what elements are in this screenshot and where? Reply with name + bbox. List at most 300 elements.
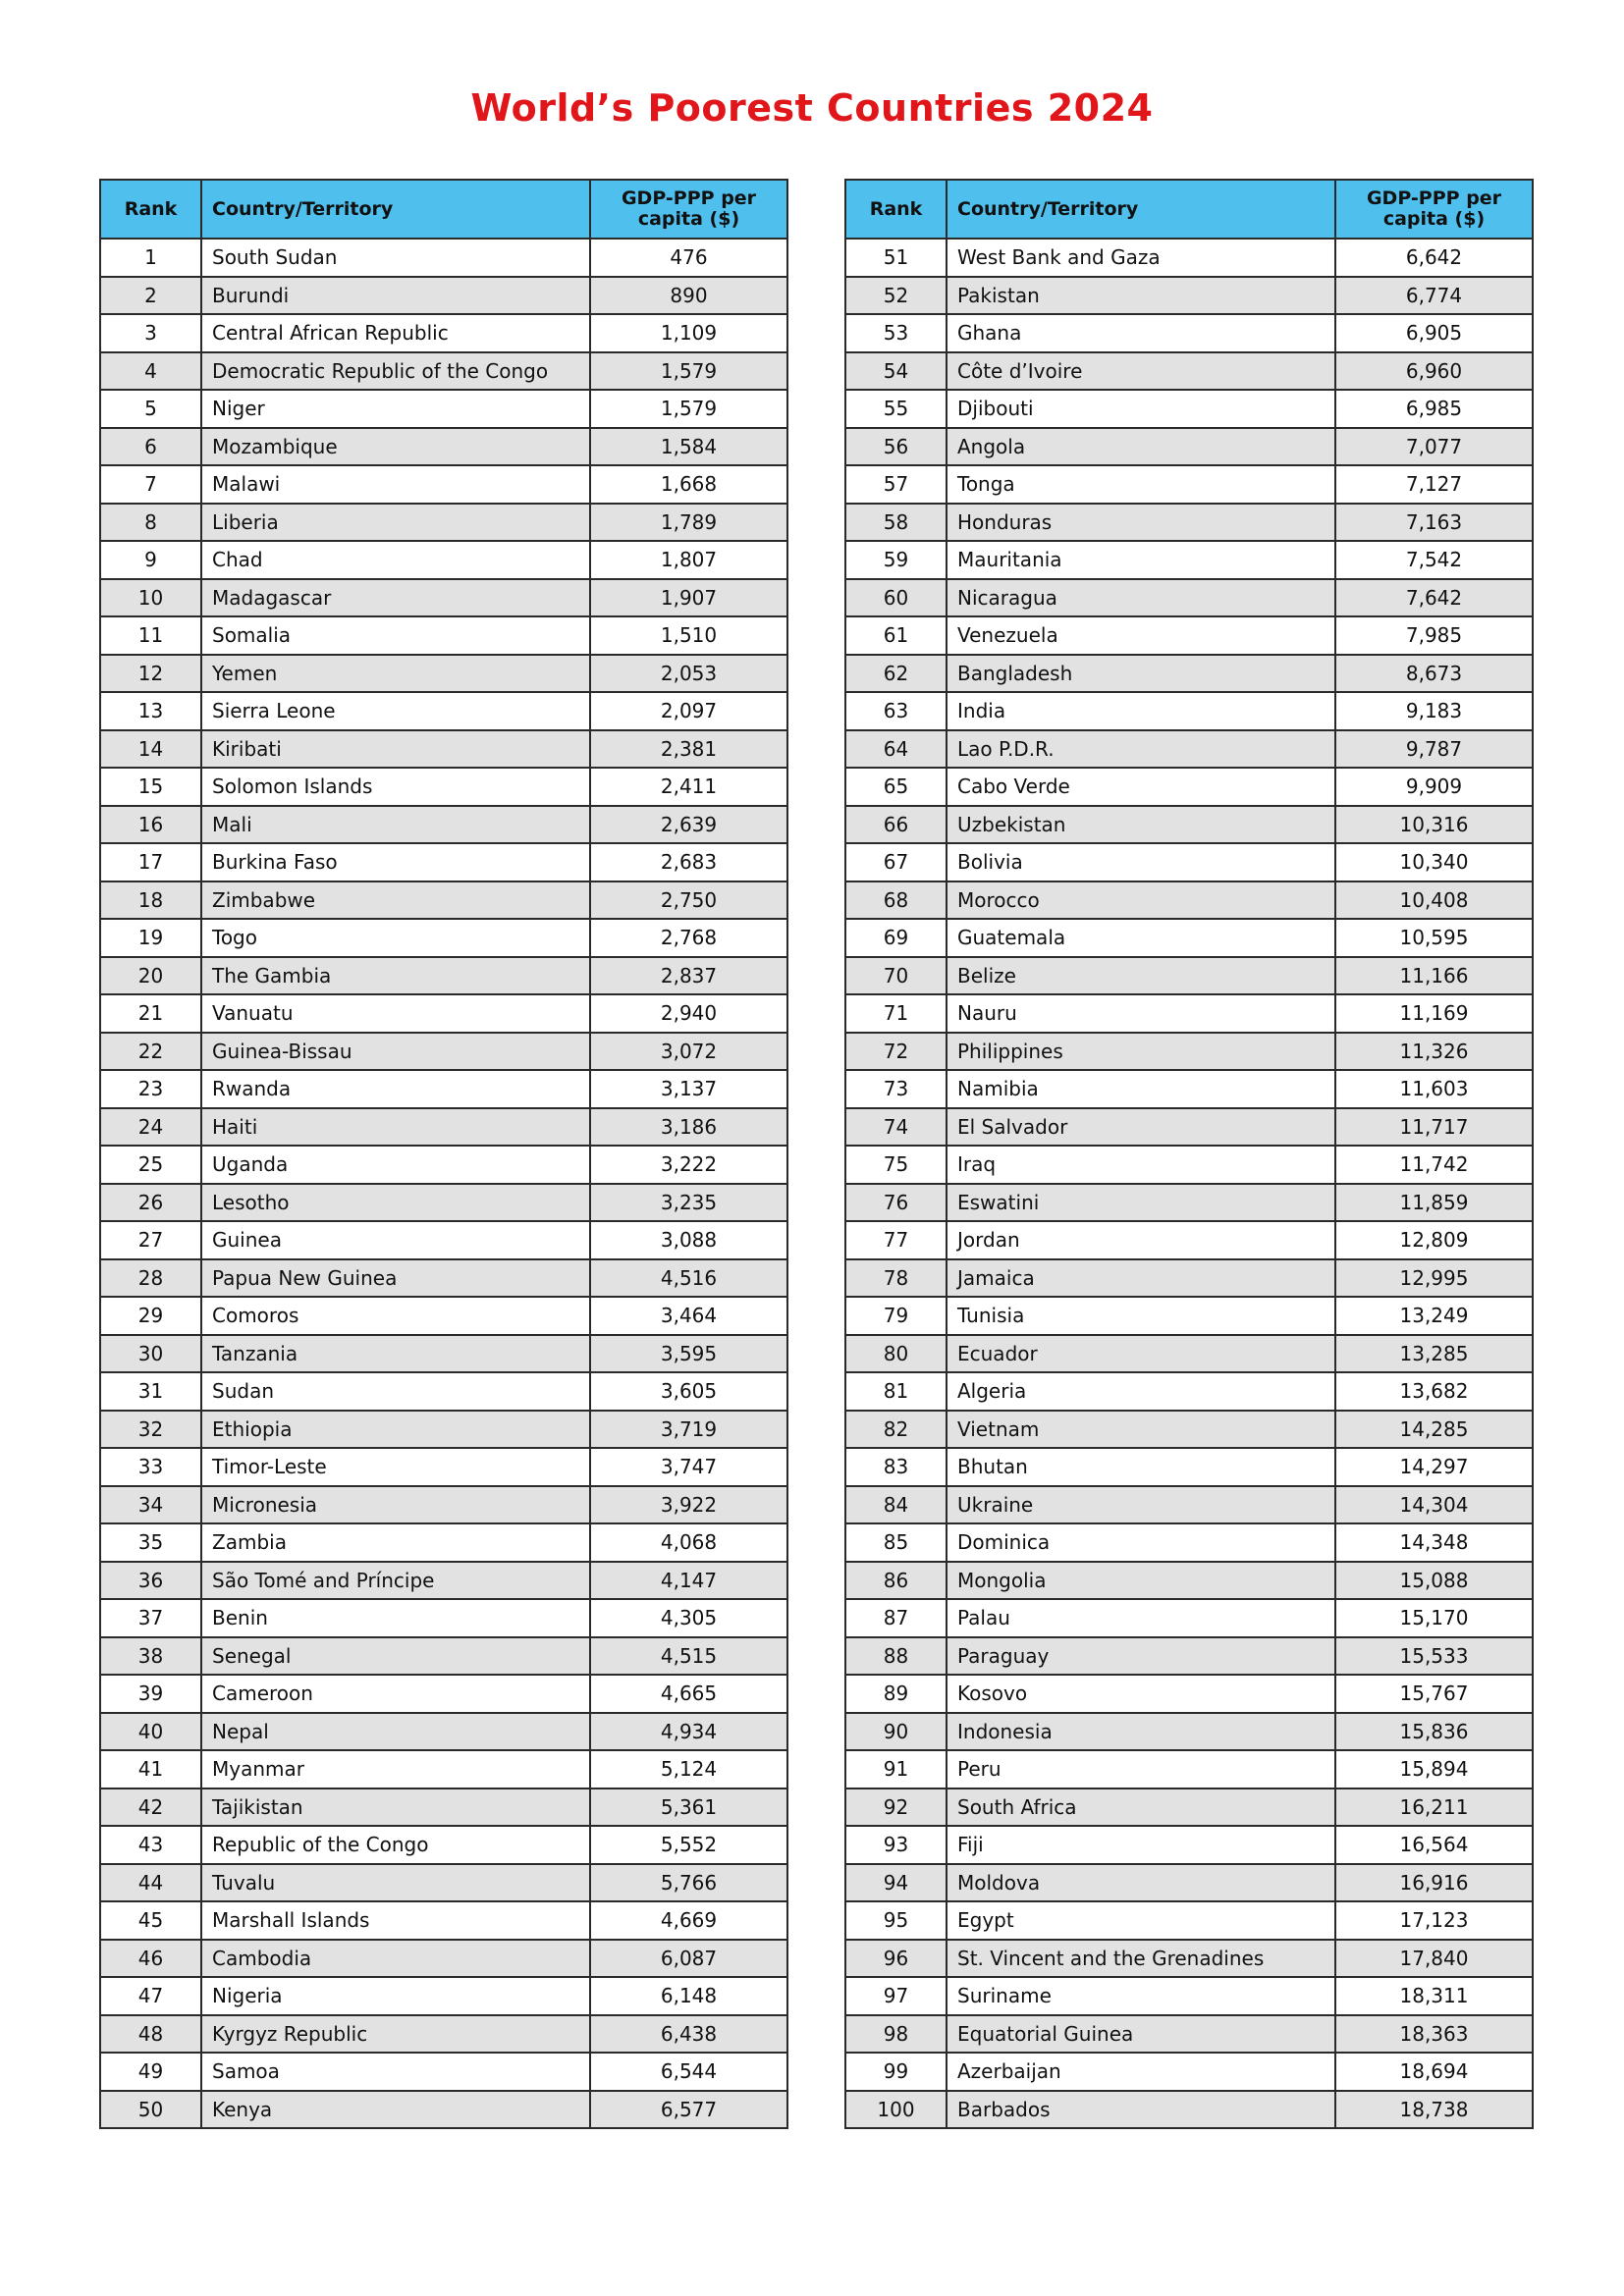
rank-cell: 52: [845, 277, 947, 315]
table-row: [100, 1108, 787, 1147]
table-row: [100, 428, 787, 466]
rank-cell: 73: [845, 1070, 947, 1108]
rank-cell: 94: [845, 1864, 947, 1902]
table-row: [100, 919, 787, 957]
rank-cell: 24: [100, 1108, 201, 1147]
rank-cell: 53: [845, 314, 947, 352]
gdp-cell: 5,766: [590, 1864, 787, 1902]
rank-cell: 2: [100, 277, 201, 315]
country-cell: Timor-Leste: [201, 1448, 590, 1486]
table-row: [100, 504, 787, 542]
country-cell: Kosovo: [947, 1675, 1335, 1713]
table-row: [100, 1523, 787, 1562]
table-row: [100, 579, 787, 617]
rank-cell: 42: [100, 1789, 201, 1827]
table-row: [100, 1184, 787, 1222]
ranking-table-right: [844, 179, 1534, 2129]
gdp-cell: 1,510: [590, 616, 787, 655]
table-row: [845, 2091, 1533, 2129]
rank-cell: 14: [100, 730, 201, 769]
country-cell: Haiti: [201, 1108, 590, 1147]
rank-cell: 63: [845, 692, 947, 730]
gdp-cell: 2,750: [590, 881, 787, 920]
table-row: [100, 1637, 787, 1676]
table-row: [845, 1146, 1533, 1184]
gdp-cell: 7,163: [1335, 504, 1533, 542]
gdp-cell: 1,807: [590, 541, 787, 579]
country-cell: Sierra Leone: [201, 692, 590, 730]
country-cell: Burundi: [201, 277, 590, 315]
rank-cell: 72: [845, 1033, 947, 1071]
header-gdp: GDP-PPP per capita ($): [1335, 180, 1533, 239]
table-row: [100, 1221, 787, 1259]
table-row: [100, 2015, 787, 2054]
gdp-cell: 4,515: [590, 1637, 787, 1676]
country-cell: Guatemala: [947, 919, 1335, 957]
gdp-cell: 6,544: [590, 2053, 787, 2091]
table-row: [845, 465, 1533, 504]
country-cell: Namibia: [947, 1070, 1335, 1108]
country-cell: Solomon Islands: [201, 768, 590, 806]
country-cell: Algeria: [947, 1372, 1335, 1411]
rank-cell: 65: [845, 768, 947, 806]
country-cell: Democratic Republic of the Congo: [201, 352, 590, 391]
gdp-cell: 4,665: [590, 1675, 787, 1713]
country-cell: Micronesia: [201, 1486, 590, 1524]
country-cell: Mongolia: [947, 1562, 1335, 1600]
rank-cell: 66: [845, 806, 947, 844]
table-row: [845, 616, 1533, 655]
rank-cell: 36: [100, 1562, 201, 1600]
rank-cell: 1: [100, 239, 201, 277]
gdp-cell: 3,222: [590, 1146, 787, 1184]
gdp-cell: 11,717: [1335, 1108, 1533, 1147]
table-header-row: [100, 180, 787, 239]
table-row: [100, 994, 787, 1033]
country-cell: Peru: [947, 1750, 1335, 1789]
rank-cell: 71: [845, 994, 947, 1033]
country-cell: Zimbabwe: [201, 881, 590, 920]
table-row: [845, 1184, 1533, 1222]
table-row: [845, 390, 1533, 428]
country-cell: Paraguay: [947, 1637, 1335, 1676]
gdp-cell: 1,579: [590, 390, 787, 428]
rank-cell: 98: [845, 2015, 947, 2054]
country-cell: Cambodia: [201, 1940, 590, 1978]
header-country: Country/Territory: [201, 180, 590, 239]
country-cell: Tunisia: [947, 1297, 1335, 1335]
gdp-cell: 16,916: [1335, 1864, 1533, 1902]
rank-cell: 80: [845, 1335, 947, 1373]
table-row: [845, 1033, 1533, 1071]
gdp-cell: 6,087: [590, 1940, 787, 1978]
gdp-cell: 18,363: [1335, 2015, 1533, 2054]
gdp-cell: 5,361: [590, 1789, 787, 1827]
gdp-cell: 1,789: [590, 504, 787, 542]
country-cell: Honduras: [947, 504, 1335, 542]
gdp-cell: 7,642: [1335, 579, 1533, 617]
table-row: [100, 1675, 787, 1713]
table-row: [100, 1070, 787, 1108]
rank-cell: 54: [845, 352, 947, 391]
table-row: [845, 504, 1533, 542]
country-cell: Jamaica: [947, 1259, 1335, 1298]
gdp-cell: 13,285: [1335, 1335, 1533, 1373]
rank-cell: 34: [100, 1486, 201, 1524]
table-row: [100, 390, 787, 428]
country-cell: Eswatini: [947, 1184, 1335, 1222]
rank-cell: 32: [100, 1411, 201, 1449]
rank-cell: 12: [100, 655, 201, 693]
rank-cell: 7: [100, 465, 201, 504]
table-row: [845, 1864, 1533, 1902]
gdp-cell: 4,305: [590, 1599, 787, 1637]
country-cell: Nigeria: [201, 1977, 590, 2015]
country-cell: Nicaragua: [947, 579, 1335, 617]
rank-cell: 4: [100, 352, 201, 391]
country-cell: Djibouti: [947, 390, 1335, 428]
rank-cell: 47: [100, 1977, 201, 2015]
table-row: [100, 1297, 787, 1335]
gdp-cell: 6,774: [1335, 277, 1533, 315]
rank-cell: 60: [845, 579, 947, 617]
country-cell: Bhutan: [947, 1448, 1335, 1486]
table-row: [845, 1562, 1533, 1600]
country-cell: Barbados: [947, 2091, 1335, 2129]
country-cell: Venezuela: [947, 616, 1335, 655]
table-row: [100, 1448, 787, 1486]
table-row: [845, 1372, 1533, 1411]
table-row: [845, 1826, 1533, 1864]
header-gdp: GDP-PPP per capita ($): [590, 180, 787, 239]
rank-cell: 22: [100, 1033, 201, 1071]
rank-cell: 48: [100, 2015, 201, 2054]
gdp-cell: 2,837: [590, 957, 787, 995]
gdp-cell: 2,768: [590, 919, 787, 957]
country-cell: Indonesia: [947, 1713, 1335, 1751]
country-cell: Philippines: [947, 1033, 1335, 1071]
rank-cell: 97: [845, 1977, 947, 2015]
rank-cell: 84: [845, 1486, 947, 1524]
table-row: [845, 692, 1533, 730]
gdp-cell: 2,639: [590, 806, 787, 844]
gdp-cell: 6,438: [590, 2015, 787, 2054]
gdp-cell: 10,316: [1335, 806, 1533, 844]
rank-cell: 21: [100, 994, 201, 1033]
table-row: [845, 1070, 1533, 1108]
gdp-cell: 15,836: [1335, 1713, 1533, 1751]
rank-cell: 49: [100, 2053, 201, 2091]
gdp-cell: 18,311: [1335, 1977, 1533, 2015]
rank-cell: 61: [845, 616, 947, 655]
country-cell: Burkina Faso: [201, 843, 590, 881]
country-cell: St. Vincent and the Grenadines: [947, 1940, 1335, 1978]
gdp-cell: 5,124: [590, 1750, 787, 1789]
rank-cell: 85: [845, 1523, 947, 1562]
rank-cell: 92: [845, 1789, 947, 1827]
gdp-cell: 3,137: [590, 1070, 787, 1108]
table-row: [845, 1675, 1533, 1713]
country-cell: Lao P.D.R.: [947, 730, 1335, 769]
table-row: [845, 1259, 1533, 1298]
rank-cell: 59: [845, 541, 947, 579]
rank-cell: 50: [100, 2091, 201, 2129]
country-cell: Guinea-Bissau: [201, 1033, 590, 1071]
gdp-cell: 2,411: [590, 768, 787, 806]
rank-cell: 55: [845, 390, 947, 428]
gdp-cell: 12,995: [1335, 1259, 1533, 1298]
country-cell: Moldova: [947, 1864, 1335, 1902]
gdp-cell: 10,340: [1335, 843, 1533, 881]
country-cell: Jordan: [947, 1221, 1335, 1259]
country-cell: Ethiopia: [201, 1411, 590, 1449]
rank-cell: 25: [100, 1146, 201, 1184]
table-row: [100, 1411, 787, 1449]
table-row: [845, 806, 1533, 844]
table-row: [845, 1637, 1533, 1676]
table-header-row: [845, 180, 1533, 239]
table-row: [100, 1713, 787, 1751]
table-row: [100, 1335, 787, 1373]
country-cell: Sudan: [201, 1372, 590, 1411]
table-row: [845, 2053, 1533, 2091]
table-row: [845, 1977, 1533, 2015]
gdp-cell: 4,934: [590, 1713, 787, 1751]
gdp-cell: 7,077: [1335, 428, 1533, 466]
gdp-cell: 10,595: [1335, 919, 1533, 957]
country-cell: Lesotho: [201, 1184, 590, 1222]
table-row: [100, 1826, 787, 1864]
country-cell: Ecuador: [947, 1335, 1335, 1373]
table-row: [845, 768, 1533, 806]
table-row: [845, 1108, 1533, 1147]
table-row: [100, 1789, 787, 1827]
gdp-cell: 2,097: [590, 692, 787, 730]
rank-cell: 29: [100, 1297, 201, 1335]
rank-cell: 33: [100, 1448, 201, 1486]
country-cell: Samoa: [201, 2053, 590, 2091]
country-cell: Ukraine: [947, 1486, 1335, 1524]
country-cell: Zambia: [201, 1523, 590, 1562]
rank-cell: 37: [100, 1599, 201, 1637]
rank-cell: 91: [845, 1750, 947, 1789]
gdp-cell: 17,123: [1335, 1901, 1533, 1940]
gdp-cell: 14,297: [1335, 1448, 1533, 1486]
rank-cell: 74: [845, 1108, 947, 1147]
gdp-cell: 9,183: [1335, 692, 1533, 730]
table-row: [100, 843, 787, 881]
gdp-cell: 6,577: [590, 2091, 787, 2129]
gdp-cell: 18,738: [1335, 2091, 1533, 2129]
gdp-cell: 16,564: [1335, 1826, 1533, 1864]
gdp-cell: 4,147: [590, 1562, 787, 1600]
gdp-cell: 13,249: [1335, 1297, 1533, 1335]
gdp-cell: 476: [590, 239, 787, 277]
table-row: [845, 843, 1533, 881]
table-row: [100, 314, 787, 352]
country-cell: Chad: [201, 541, 590, 579]
table-row: [845, 1789, 1533, 1827]
gdp-cell: 1,584: [590, 428, 787, 466]
rank-cell: 45: [100, 1901, 201, 1940]
gdp-cell: 3,747: [590, 1448, 787, 1486]
country-cell: Somalia: [201, 616, 590, 655]
gdp-cell: 3,235: [590, 1184, 787, 1222]
country-cell: Mali: [201, 806, 590, 844]
gdp-cell: 5,552: [590, 1826, 787, 1864]
table-row: [845, 919, 1533, 957]
table-row: [100, 730, 787, 769]
gdp-cell: 6,905: [1335, 314, 1533, 352]
table-row: [845, 1940, 1533, 1978]
gdp-cell: 3,186: [590, 1108, 787, 1147]
table-row: [845, 1448, 1533, 1486]
table-row: [100, 1146, 787, 1184]
table-row: [845, 1713, 1533, 1751]
gdp-cell: 3,605: [590, 1372, 787, 1411]
table-row: [845, 314, 1533, 352]
country-cell: São Tomé and Príncipe: [201, 1562, 590, 1600]
table-row: [100, 1599, 787, 1637]
table-row: [100, 1864, 787, 1902]
table-row: [845, 352, 1533, 391]
country-cell: Kenya: [201, 2091, 590, 2129]
gdp-cell: 9,787: [1335, 730, 1533, 769]
rank-cell: 28: [100, 1259, 201, 1298]
rank-cell: 64: [845, 730, 947, 769]
country-cell: Cabo Verde: [947, 768, 1335, 806]
table-row: [845, 1486, 1533, 1524]
country-cell: Côte d’Ivoire: [947, 352, 1335, 391]
gdp-cell: 6,985: [1335, 390, 1533, 428]
table-row: [100, 1977, 787, 2015]
gdp-cell: 6,148: [590, 1977, 787, 2015]
country-cell: Liberia: [201, 504, 590, 542]
country-cell: Azerbaijan: [947, 2053, 1335, 2091]
rank-cell: 76: [845, 1184, 947, 1222]
country-cell: Republic of the Congo: [201, 1826, 590, 1864]
gdp-cell: 1,109: [590, 314, 787, 352]
gdp-cell: 2,683: [590, 843, 787, 881]
country-cell: Togo: [201, 919, 590, 957]
table-row: [845, 2015, 1533, 2054]
gdp-cell: 14,285: [1335, 1411, 1533, 1449]
gdp-cell: 7,985: [1335, 616, 1533, 655]
country-cell: Guinea: [201, 1221, 590, 1259]
gdp-cell: 10,408: [1335, 881, 1533, 920]
table-row: [100, 1372, 787, 1411]
country-cell: Vietnam: [947, 1411, 1335, 1449]
rank-cell: 62: [845, 655, 947, 693]
rank-cell: 100: [845, 2091, 947, 2129]
rank-cell: 77: [845, 1221, 947, 1259]
rank-cell: 35: [100, 1523, 201, 1562]
country-cell: Suriname: [947, 1977, 1335, 2015]
table-row: [100, 655, 787, 693]
table-row: [845, 1750, 1533, 1789]
country-cell: South Africa: [947, 1789, 1335, 1827]
gdp-cell: 8,673: [1335, 655, 1533, 693]
country-cell: Nauru: [947, 994, 1335, 1033]
gdp-cell: 15,170: [1335, 1599, 1533, 1637]
gdp-cell: 2,053: [590, 655, 787, 693]
gdp-cell: 18,694: [1335, 2053, 1533, 2091]
country-cell: The Gambia: [201, 957, 590, 995]
country-cell: Myanmar: [201, 1750, 590, 1789]
table-row: [100, 957, 787, 995]
table-row: [845, 1901, 1533, 1940]
rank-cell: 27: [100, 1221, 201, 1259]
rank-cell: 56: [845, 428, 947, 466]
rank-cell: 93: [845, 1826, 947, 1864]
rank-cell: 23: [100, 1070, 201, 1108]
country-cell: Bolivia: [947, 843, 1335, 881]
table-row: [845, 1411, 1533, 1449]
rank-cell: 90: [845, 1713, 947, 1751]
rank-cell: 96: [845, 1940, 947, 1978]
table-row: [845, 1221, 1533, 1259]
country-cell: Dominica: [947, 1523, 1335, 1562]
rank-cell: 18: [100, 881, 201, 920]
gdp-cell: 1,579: [590, 352, 787, 391]
gdp-cell: 11,326: [1335, 1033, 1533, 1071]
table-row: [845, 957, 1533, 995]
rank-cell: 26: [100, 1184, 201, 1222]
table-row: [845, 579, 1533, 617]
gdp-cell: 11,166: [1335, 957, 1533, 995]
rank-cell: 31: [100, 1372, 201, 1411]
table-row: [100, 541, 787, 579]
rank-cell: 95: [845, 1901, 947, 1940]
rank-cell: 75: [845, 1146, 947, 1184]
rank-cell: 83: [845, 1448, 947, 1486]
country-cell: Comoros: [201, 1297, 590, 1335]
country-cell: Bangladesh: [947, 655, 1335, 693]
table-row: [845, 541, 1533, 579]
rank-cell: 87: [845, 1599, 947, 1637]
country-cell: Madagascar: [201, 579, 590, 617]
country-cell: Tanzania: [201, 1335, 590, 1373]
rank-cell: 57: [845, 465, 947, 504]
table-row: [100, 239, 787, 277]
table-row: [845, 239, 1533, 277]
country-cell: Nepal: [201, 1713, 590, 1751]
gdp-cell: 1,668: [590, 465, 787, 504]
header-rank: Rank: [100, 180, 201, 239]
gdp-cell: 890: [590, 277, 787, 315]
country-cell: India: [947, 692, 1335, 730]
table-row: [100, 1486, 787, 1524]
rank-cell: 6: [100, 428, 201, 466]
gdp-cell: 15,767: [1335, 1675, 1533, 1713]
rank-cell: 9: [100, 541, 201, 579]
gdp-cell: 9,909: [1335, 768, 1533, 806]
country-cell: Central African Republic: [201, 314, 590, 352]
header-country: Country/Territory: [947, 180, 1335, 239]
rank-cell: 67: [845, 843, 947, 881]
rank-cell: 99: [845, 2053, 947, 2091]
rank-cell: 30: [100, 1335, 201, 1373]
country-cell: Malawi: [201, 465, 590, 504]
table-row: [100, 2091, 787, 2129]
country-cell: Tajikistan: [201, 1789, 590, 1827]
gdp-cell: 11,742: [1335, 1146, 1533, 1184]
gdp-cell: 3,922: [590, 1486, 787, 1524]
table-row: [100, 692, 787, 730]
country-cell: El Salvador: [947, 1108, 1335, 1147]
rank-cell: 70: [845, 957, 947, 995]
gdp-cell: 3,595: [590, 1335, 787, 1373]
